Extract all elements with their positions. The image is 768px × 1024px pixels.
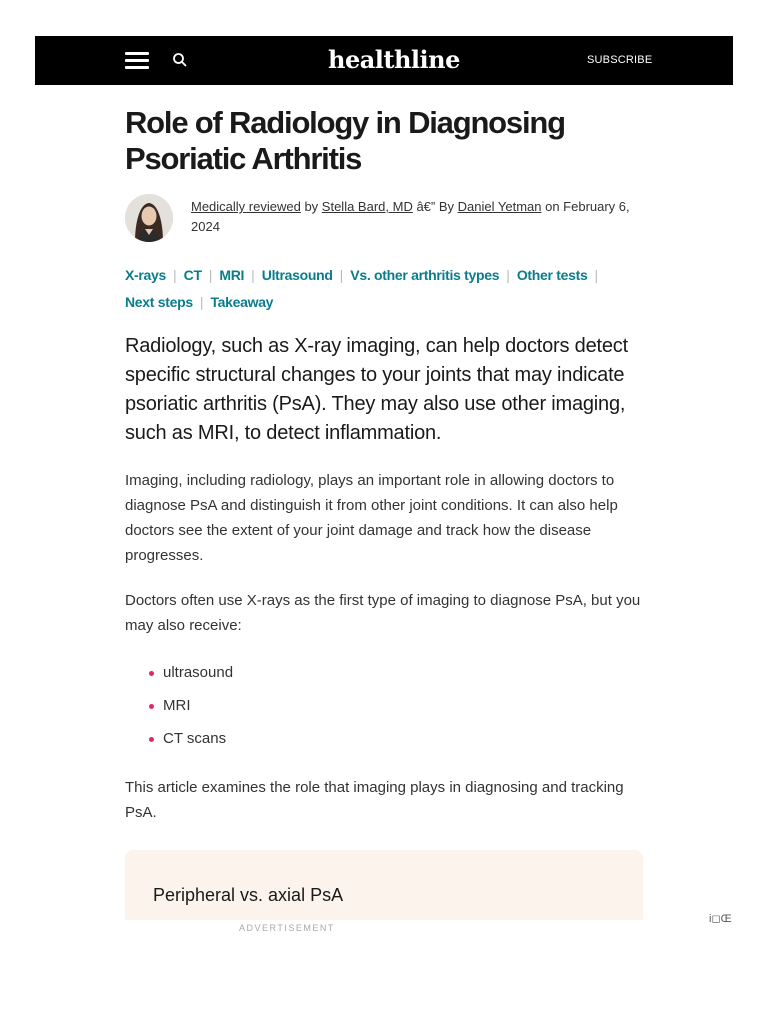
byline-text [191, 197, 636, 237]
callout-title: Peripheral vs. axial PsA [153, 885, 344, 905]
author-link[interactable]: Daniel Yetman [457, 199, 542, 214]
list-item: CT scans [147, 722, 645, 755]
byline [125, 194, 645, 244]
toc-link-next-steps[interactable]: Next steps [125, 294, 193, 310]
toc-link-takeaway[interactable]: Takeaway [210, 294, 274, 310]
toc-link-mri[interactable]: MRI [219, 267, 245, 283]
ad-choices-icon[interactable]: i◻Œ [709, 913, 732, 925]
toc-link-ct[interactable]: CT [183, 267, 202, 283]
toc-separator: | [594, 267, 599, 283]
toc-separator: | [199, 294, 204, 310]
toc-separator: | [208, 267, 213, 283]
site-logo[interactable]: healthline [328, 45, 460, 74]
advertisement-label: ADVERTISEMENT [239, 923, 335, 933]
byline-by: by [300, 199, 322, 214]
toc-link-ultrasound[interactable]: Ultrasound [261, 267, 333, 283]
reviewer-avatar [125, 194, 173, 242]
list-item: ultrasound [147, 656, 645, 689]
publish-date: on February 6, 2024 [191, 199, 630, 234]
toc-separator: | [506, 267, 510, 283]
byline-separator: â€” By [412, 199, 458, 214]
top-navigation-bar [35, 36, 733, 85]
search-icon[interactable] [172, 52, 188, 68]
article-paragraph: Doctors often use X-rays as the first type of imaging to diagnose PsA, but you may also receive: [125, 592, 641, 634]
subscribe-link[interactable]: SUBSCRIBE [587, 54, 653, 66]
list-item: MRI [147, 689, 645, 722]
article-title: Role of Radiology in Diagnosing Psoriatic Arthritis [125, 105, 565, 176]
toc-link-other-arthritis[interactable]: Vs. other arthritis types [350, 267, 500, 283]
toc-separator: | [339, 267, 344, 283]
toc-separator: | [173, 267, 177, 283]
article-paragraph: This article examines the role that imaging plays in diagnosing and tracking PsA. [125, 779, 624, 821]
toc-separator: | [251, 267, 255, 283]
imaging-list [125, 656, 645, 755]
article-paragraph: Imaging, including radiology, plays an important role in allowing doctors to diagnose PsA and distinguish it from other joint conditions. It can also help doctors see the extent of your joint damage and track how the disease progresses. [125, 472, 618, 564]
callout-box [125, 850, 643, 920]
menu-icon[interactable] [125, 52, 149, 70]
table-of-contents [125, 262, 645, 316]
medically-reviewed-link[interactable]: Medically reviewed [191, 199, 301, 214]
reviewer-link[interactable]: Stella Bard, MD [321, 199, 413, 214]
toc-link-xrays[interactable]: X-rays [125, 267, 167, 283]
toc-link-other-tests[interactable]: Other tests [516, 267, 588, 283]
article-lede: Radiology, such as X-ray imaging, can help doctors detect specific structural changes to your joints that may indicate psoriatic arthritis (PsA). They may also use other imaging, such as MRI, to detect inflammation. [125, 335, 628, 444]
article-content [125, 105, 645, 825]
